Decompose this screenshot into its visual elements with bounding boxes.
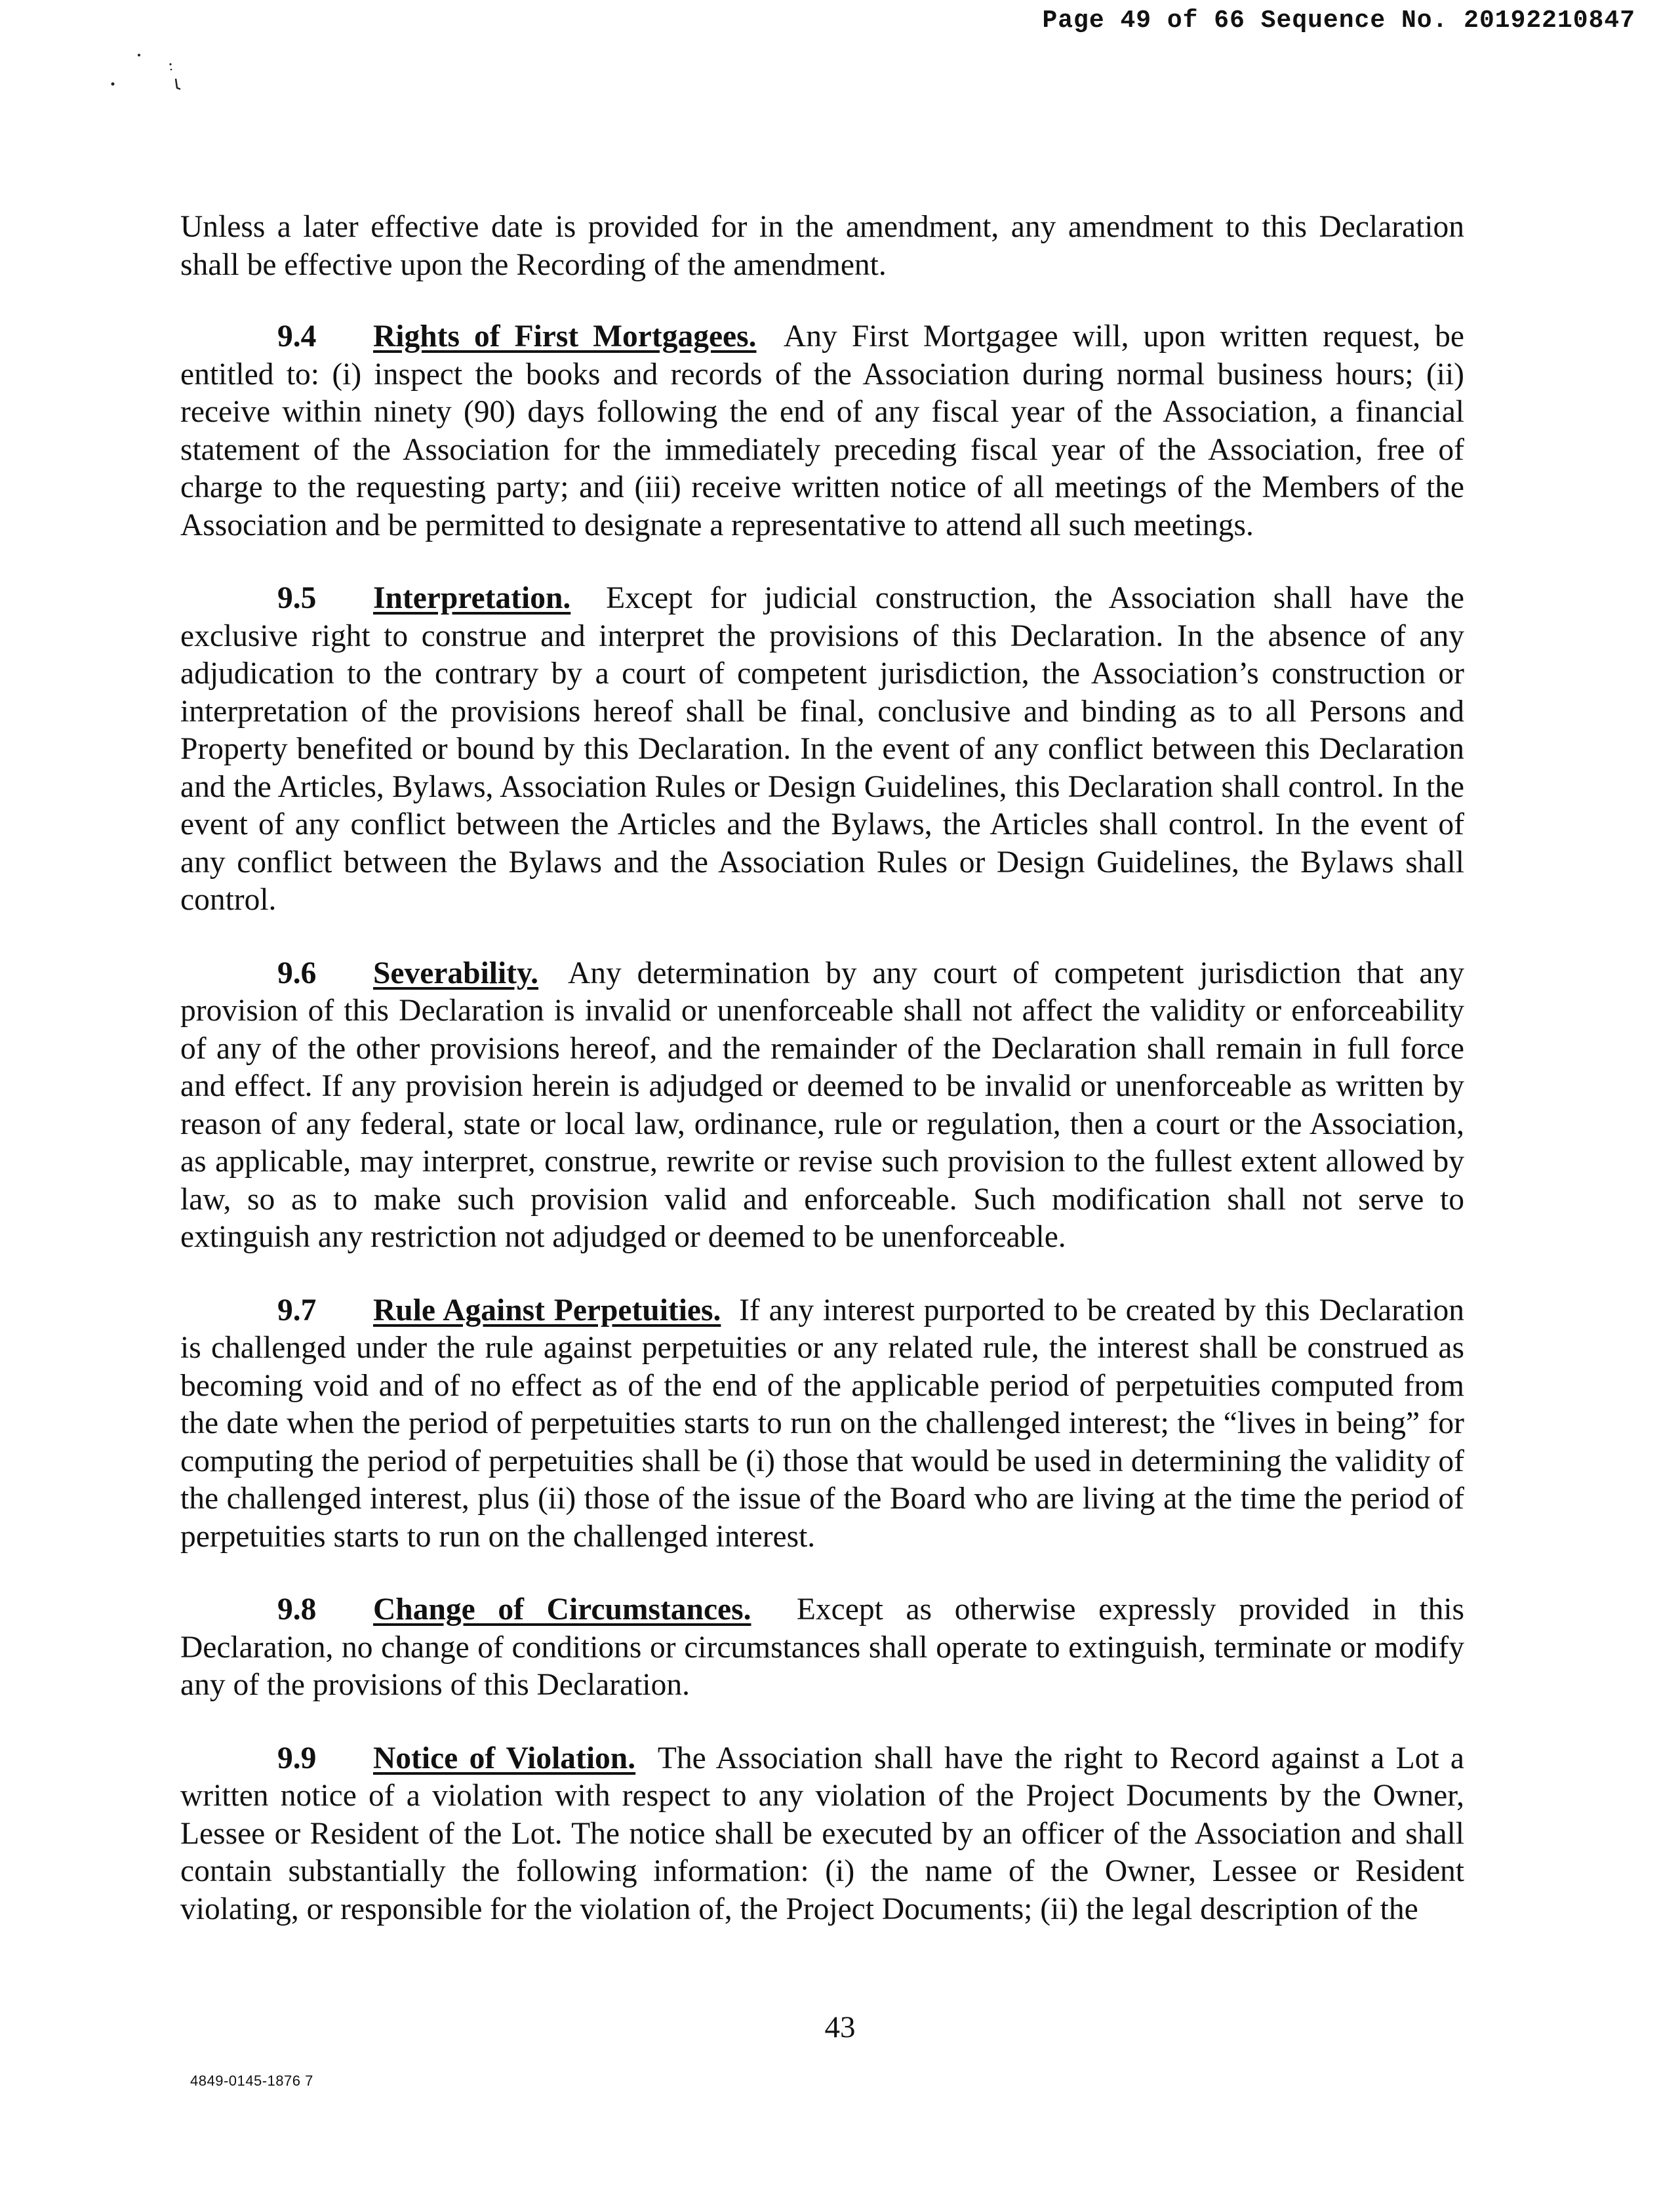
section-9-5 — [180, 580, 1464, 920]
section-heading: Rule Against Perpetuities. — [373, 1293, 721, 1327]
section-9-6 — [180, 955, 1464, 1257]
scan-specks — [105, 46, 223, 98]
section-9-8 — [180, 1591, 1464, 1705]
section-text: Except as otherwise expressly provided in this Declaration, no change of conditions or circumstances shall operate to extinguish, terminate or modify any of the provisions of this Declaration. — [180, 1592, 1465, 1702]
section-text: Except for judicial construction, the Association shall have the exclusive right to construe and interpret the provisions of this Declaration. In the absence of any adjudication to the contrary by a court of competent jurisdiction, the Association’s construction or interpretation of the provisions hereof shall be final, conclusive and binding as to all Persons and Property benefited or bound by this Declaration. In the event of any conflict between this Declaration and the Articles, Bylaws, Association Rules or Design Guidelines, this Declaration shall control. In the event of any conflict between the Articles and the Bylaws, the Articles shall control. In the event of any conflict between the Bylaws and the Association Rules or Design Guidelines, the Bylaws shall control. — [180, 581, 1465, 917]
page-number: 43 — [824, 2010, 856, 2044]
section-text: Any determination by any court of competent jurisdiction that any provision of this Declaration is invalid or unenforceable shall not affect the validity or enforceability of any of the other provisions hereof, and the remainder of the Declaration shall remain in full force and effect. If any provision herein is adjudged or deemed to be invalid or unenforceable as written by reason of any federal, state or local law, ordinance, rule or regulation, then a court or the Association, as applicable, may interpret, construe, rewrite or revise such provision to the fullest extent allowed by law, so as to make such provision valid and enforceable. Such modification shall not serve to extinguish any restriction not adjudged or deemed to be unenforceable. — [180, 956, 1464, 1254]
section-heading: Change of Circumstances. — [373, 1592, 751, 1627]
section-number: 9.9 — [277, 1741, 317, 1775]
section-9-7 — [180, 1292, 1464, 1556]
section-text: If any interest purported to be created by this Declaration is challenged under the rule against perpetuities or any related rule, the interest shall be construed as becoming void and of no effect as of the end of the applicable period of perpetuities computed from the date when the period of perpetuities starts to run on the challenged interest; the “lives in being” for computing the period of perpetuities shall be (i) those that would be used in determining the validity of the challenged interest, plus (ii) those of the issue of the Board who are living at the time the period of perpetuities starts to run on the challenged interest. — [180, 1293, 1465, 1554]
section-number: 9.8 — [277, 1592, 317, 1627]
intro-paragraph: Unless a later effective date is provided for in the amendment, any amendment to this Declaration shall be effective upon the Recording of the amendment. — [180, 210, 1464, 282]
section-heading: Notice of Violation. — [373, 1741, 636, 1775]
section-9-4 — [180, 318, 1464, 544]
section-number: 9.4 — [277, 319, 317, 354]
section-text: The Association shall have the right to Record against a Lot a written notice of a violation with respect to any violation of the Project Documents by the Owner, Lessee or Resident of the Lot. The notice shall be executed by an officer of the Association and shall contain substantially the following information: (i) the name of the Owner, Lessee or Resident violating, or responsible for the violation of, the Project Documents; (ii) the legal description of the — [180, 1741, 1464, 1926]
section-heading: Severability. — [373, 956, 538, 990]
section-heading: Rights of First Mortgagees. — [373, 319, 757, 354]
section-heading: Interpretation. — [373, 581, 571, 615]
section-9-9 — [180, 1740, 1464, 1929]
section-number: 9.5 — [277, 581, 317, 615]
section-text: Any First Mortgagee will, upon written request, be entitled to: (i) inspect the books and records of the Association during normal business hours; (ii) receive within ninety (90) days following the end of any fiscal year of the Association, a financial statement of the Association for the immediately preceding fiscal year of the Association, free of charge to the requesting party; and (iii) receive written notice of all meetings of the Members of the Association and be permitted to designate a representative to attend all such meetings. — [180, 319, 1464, 542]
document-body — [180, 209, 1464, 1964]
section-number: 9.7 — [277, 1293, 317, 1327]
section-number: 9.6 — [277, 956, 317, 990]
page-sequence-header: Page 49 of 66 Sequence No. 20192210847 — [1042, 7, 1635, 35]
document-id: 4849-0145-1876 7 — [190, 2073, 313, 2089]
